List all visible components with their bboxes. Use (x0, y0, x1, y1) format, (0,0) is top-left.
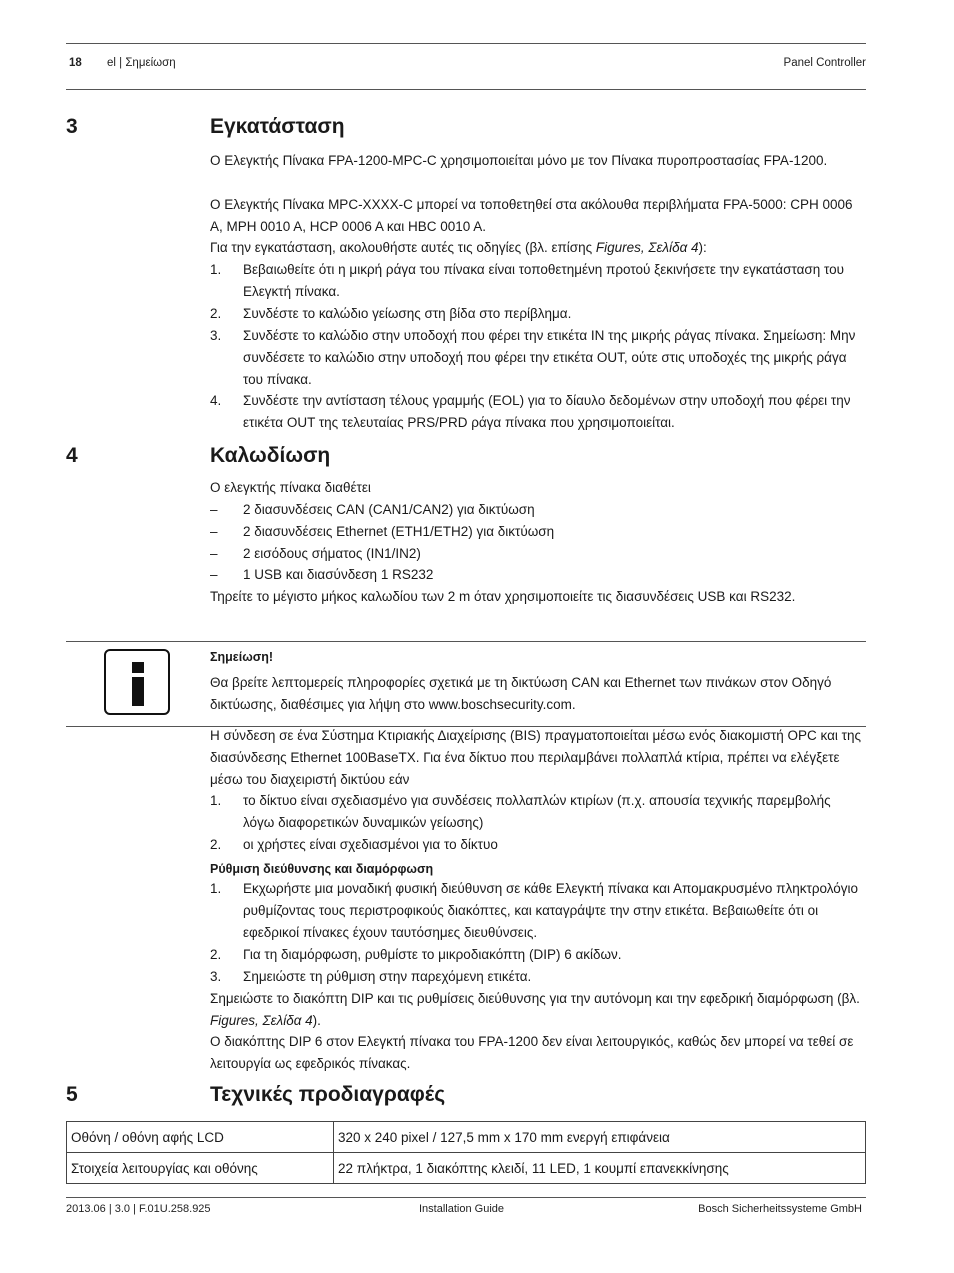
section-3-title: Εγκατάσταση (210, 115, 345, 138)
interface-bullet: – 2 διασυνδέσεις CAN (CAN1/CAN2) για δικτύωση (210, 502, 535, 517)
footer-doc-id: 2013.06 | 3.0 | F.01U.258.925 (66, 1203, 211, 1215)
dip-paragraph: Σημειώστε το διακόπτη DIP και τις ρυθμίσεις διεύθυνσης για την αυτόνομη και την εφεδρική διαμόρφωση (βλ. Figures, Σελίδα 4). (210, 991, 860, 1028)
page-number: 18 (69, 57, 82, 69)
install-step: 1. Βεβαιωθείτε ότι η μικρή ράγα του πίνακα είναι τοποθετημένη προτού ξεκινήσετε την εγκατάσταση του Ελεγκτή πίνακα. (210, 262, 845, 299)
address-step: 3. Σημειώστε τη ρύθμιση στην παρεχόμενη ετικέτα. (210, 969, 532, 984)
section-3-para-2: Ο Ελεγκτής Πίνακα MPC-XXXX-C μπορεί να τοποθετηθεί στα ακόλουθα περιβλήματα FPA-5000: CPH 0006 A, MPH 0010 A, HCP 0006 A και HBC 0010 A. (210, 197, 853, 234)
header-bottom-rule (66, 89, 866, 90)
section-5-number: 5 (66, 1083, 78, 1106)
interface-bullet: – 1 USB και διασύνδεση 1 RS232 (210, 567, 434, 582)
section-4-title: Καλωδίωση (210, 444, 331, 467)
interface-bullet: – 2 εισόδους σήματος (IN1/IN2) (210, 546, 421, 561)
bis-paragraph: Η σύνδεση σε ένα Σύστημα Κτιριακής Διαχείρισης (BIS) πραγματοποιείται μέσω ενός διακομιστή OPC και της διασύνδεσης Ethernet 100BaseTX. Για ένα δίκτυο που περιλαμβάνει πολλαπλά κτίρια, πρέπει να ελέγξετε μέσω του διαχειριστή δικτύου εάν (210, 728, 862, 787)
spec-value: 22 πλήκτρα, 1 διακόπτης κλειδί, 11 LED, 1 κουμπί επανεκκίνησης (334, 1153, 866, 1184)
address-subheading: Ρύθμιση διεύθυνσης και διαμόρφωση (210, 862, 434, 876)
interface-bullet: – 2 διασυνδέσεις Ethernet (ETH1/ETH2) για δικτύωση (210, 524, 555, 539)
cable-length-note: Τηρείτε το μέγιστο μήκος καλωδίου των 2 m όταν χρησιμοποιείτε τις διασυνδέσεις USB και RS232. (210, 589, 796, 604)
note-top-rule (66, 641, 866, 642)
address-step: 2. Για τη διαμόρφωση, ρυθμίστε το μικροδιακόπτη (DIP) 6 ακίδων. (210, 947, 622, 962)
section-3-para-3: Για την εγκατάσταση, ακολουθήστε αυτές τις οδηγίες (βλ. επίσης Figures, Σελίδα 4): (210, 240, 707, 255)
section-3-para-1: Ο Ελεγκτής Πίνακα FPA-1200-MPC-C χρησιμοποιείται μόνο με τον Πίνακα πυροπροστασίας FPA-1200. (210, 153, 828, 168)
spec-label: Στοιχεία λειτουργίας και οθόνης (67, 1153, 334, 1184)
table-row (67, 1122, 866, 1153)
header-doc-title: Panel Controller (783, 57, 866, 69)
spec-label: Οθόνη / οθόνη αφής LCD (67, 1122, 334, 1153)
address-step: 1. Εκχωρήστε μια μοναδική φυσική διεύθυνση σε κάθε Ελεγκτή πίνακα και Απομακρυσμένο πληκτρολόγιο ρυθμίζοντας τους περιστροφικούς διακόπτες, και καταγράψτε την στην ετικέτα. Βεβαιωθείτε ότι οι εφεδρικοί πίνακες έχουν ταυτόσημες διευθύνσεις. (210, 881, 859, 940)
bis-item: 2. οι χρήστες είναι σχεδιασμένοι για το δίκτυο (210, 837, 498, 852)
section-3-number: 3 (66, 115, 78, 138)
figures-link[interactable]: Figures, Σελίδα 4 (210, 1013, 313, 1028)
install-step: 3. Συνδέστε το καλώδιο στην υποδοχή που φέρει την ετικέτα IN της μικρής ράγας πίνακα. Σημείωση: Μην συνδέσετε το καλώδιο στην υποδοχή που φέρει την ετικέτα OUT, ούτε στις υποδοχές της μικρής ράγα του πίνακα. (210, 328, 856, 387)
dip6-paragraph: Ο διακόπτης DIP 6 στον Ελεγκτή πίνακα του FPA-1200 δεν είναι λειτουργικός, καθώς δεν μπορεί να τεθεί σε λειτουργία ως εφεδρικός πίνακας. (210, 1034, 854, 1071)
install-step: 2. Συνδέστε το καλώδιο γείωσης στη βίδα στο περίβλημα. (210, 306, 572, 321)
spec-value: 320 x 240 pixel / 127,5 mm x 170 mm ενεργή επιφάνεια (334, 1122, 866, 1153)
header-section-label: el | Σημείωση (107, 57, 176, 69)
section-4-number: 4 (66, 444, 78, 467)
note-text: Θα βρείτε λεπτομερείς πληροφορίες σχετικά με τη δικτύωση CAN και Ethernet των πινάκων στον Οδηγό δικτύωσης, διαθέσιμες για λήψη στο www.boschsecurity.com. (210, 675, 832, 712)
specs-table (66, 1121, 866, 1184)
figures-link[interactable]: Figures, Σελίδα 4 (595, 240, 699, 255)
footer-company: Bosch Sicherheitssysteme GmbH (698, 1203, 862, 1215)
table-row (67, 1153, 866, 1184)
header-top-rule (66, 43, 866, 44)
info-icon (104, 649, 170, 715)
section-5-title: Τεχνικές προδιαγραφές (210, 1083, 446, 1106)
bis-item: 1. το δίκτυο είναι σχεδιασμένο για συνδέσεις πολλαπλών κτιρίων (π.χ. απουσία τεχνικής παρεμβολής λόγω διαφορετικών δυναμικών γείωσης) (210, 793, 831, 830)
install-step: 4. Συνδέστε την αντίσταση τέλους γραμμής (EOL) για το δίαυλο δεδομένων στην υποδοχή που φέρει την ετικέτα OUT της τελευταίας PRS/PRD ράγα πίνακα που χρησιμοποιείται. (210, 393, 851, 430)
note-title: Σημείωση! (210, 650, 274, 664)
section-4-intro: Ο ελεγκτής πίνακα διαθέτει (210, 480, 371, 495)
footer-rule (66, 1197, 866, 1198)
footer-guide-name: Installation Guide (419, 1203, 504, 1215)
